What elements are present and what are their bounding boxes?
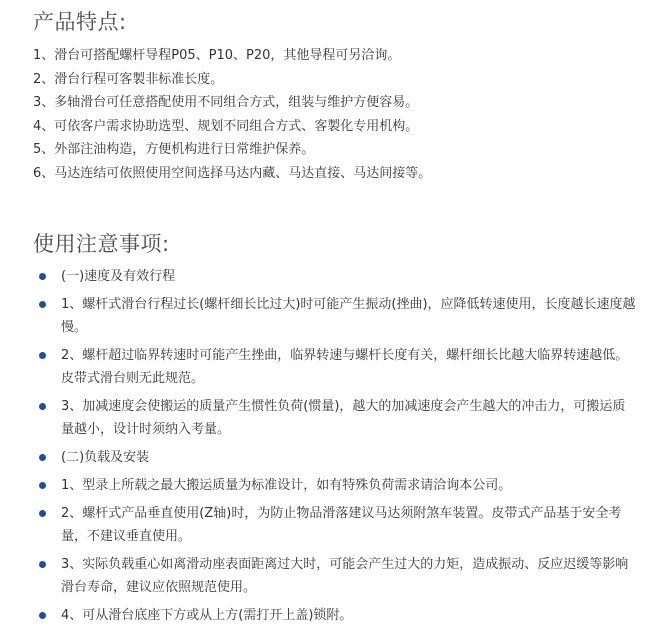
bullet-icon [39,561,46,568]
features-heading: 产品特点: [33,10,127,34]
bullet-icon [39,454,46,461]
features-list [33,44,431,185]
usage-notes-item [36,553,636,599]
usage-notes-item [36,344,636,390]
usage-notes-list [36,265,636,632]
usage-notes-item-text: (二)负载及安装 [61,450,150,465]
usage-notes-item [36,474,636,497]
usage-notes-item [36,395,636,441]
features-list-item: 6、马达连结可依照使用空间选择马达内藏、马达直接、马达间接等。 [33,165,432,181]
usage-notes-item-text: 2、螺杆式产品垂直使用(Z轴)时，为防止物品滑落建议马达须附煞车装置。皮带式产品基于安全考量，不建议垂直使用。 [61,506,622,544]
usage-notes-item-text: (一)速度及有效行程 [61,269,176,284]
usage-notes-item-text: 3、加减速度会使搬运的质量产生惯性负荷(惯量)，越大的加减速度会产生越大的冲击力，可搬运质量越小，设计时须纳入考量。 [61,399,626,437]
bullet-icon [39,301,46,308]
features-list-item: 2、滑台行程可客製非标准长度。 [33,71,224,87]
bullet-icon [39,482,46,489]
usage-notes-item-text: 3、实际负载重心如离滑动座表面距离过大时，可能会产生过大的力矩，造成振动、反应迟缓等影响滑台寿命，建议应依照规范使用。 [61,557,629,595]
bullet-icon [39,612,46,619]
bullet-icon [39,273,46,280]
features-list-item: 1、滑台可搭配螺杆导程P05、P10、P20，其他导程可另洽询。 [33,48,401,63]
usage-notes-item [36,604,636,627]
usage-notes-item-text: 2、螺杆超过临界转速时可能产生挫曲，临界转速与螺杆长度有关，螺杆细长比越大临界转速越低。皮带式滑台则无此规范。 [61,348,629,386]
bullet-icon [39,352,46,359]
features-list-item: 3、多轴滑台可任意搭配使用不同组合方式，组装与维护方便容易。 [33,95,419,110]
usage-notes-item [36,446,636,469]
usage-notes-item [36,502,636,548]
usage-notes-item [36,293,636,339]
usage-notes-item-text: 4、可从滑台底座下方或从上方(需打开上盖)锁附。 [61,608,353,623]
usage-notes-item [36,265,636,288]
usage-notes-item-text: 1、螺杆式滑台行程过长(螺杆细长比过大)时可能产生振动(挫曲)，应降低转速使用，长度越长速度越慢。 [61,297,636,335]
features-list-item: 4、可依客户需求协助选型、规划不同组合方式、客製化专用机构。 [33,118,419,134]
usage-notes-item-text: 1、型录上所载之最大搬运质量为标准设计，如有特殊负荷需求请洽询本公司。 [61,478,512,493]
features-list-item: 5、外部注油构造，方便机构进行日常维护保养。 [33,142,315,157]
bullet-icon [39,510,46,517]
bullet-icon [39,403,46,410]
usage-notes-heading: 使用注意事项: [33,232,170,256]
